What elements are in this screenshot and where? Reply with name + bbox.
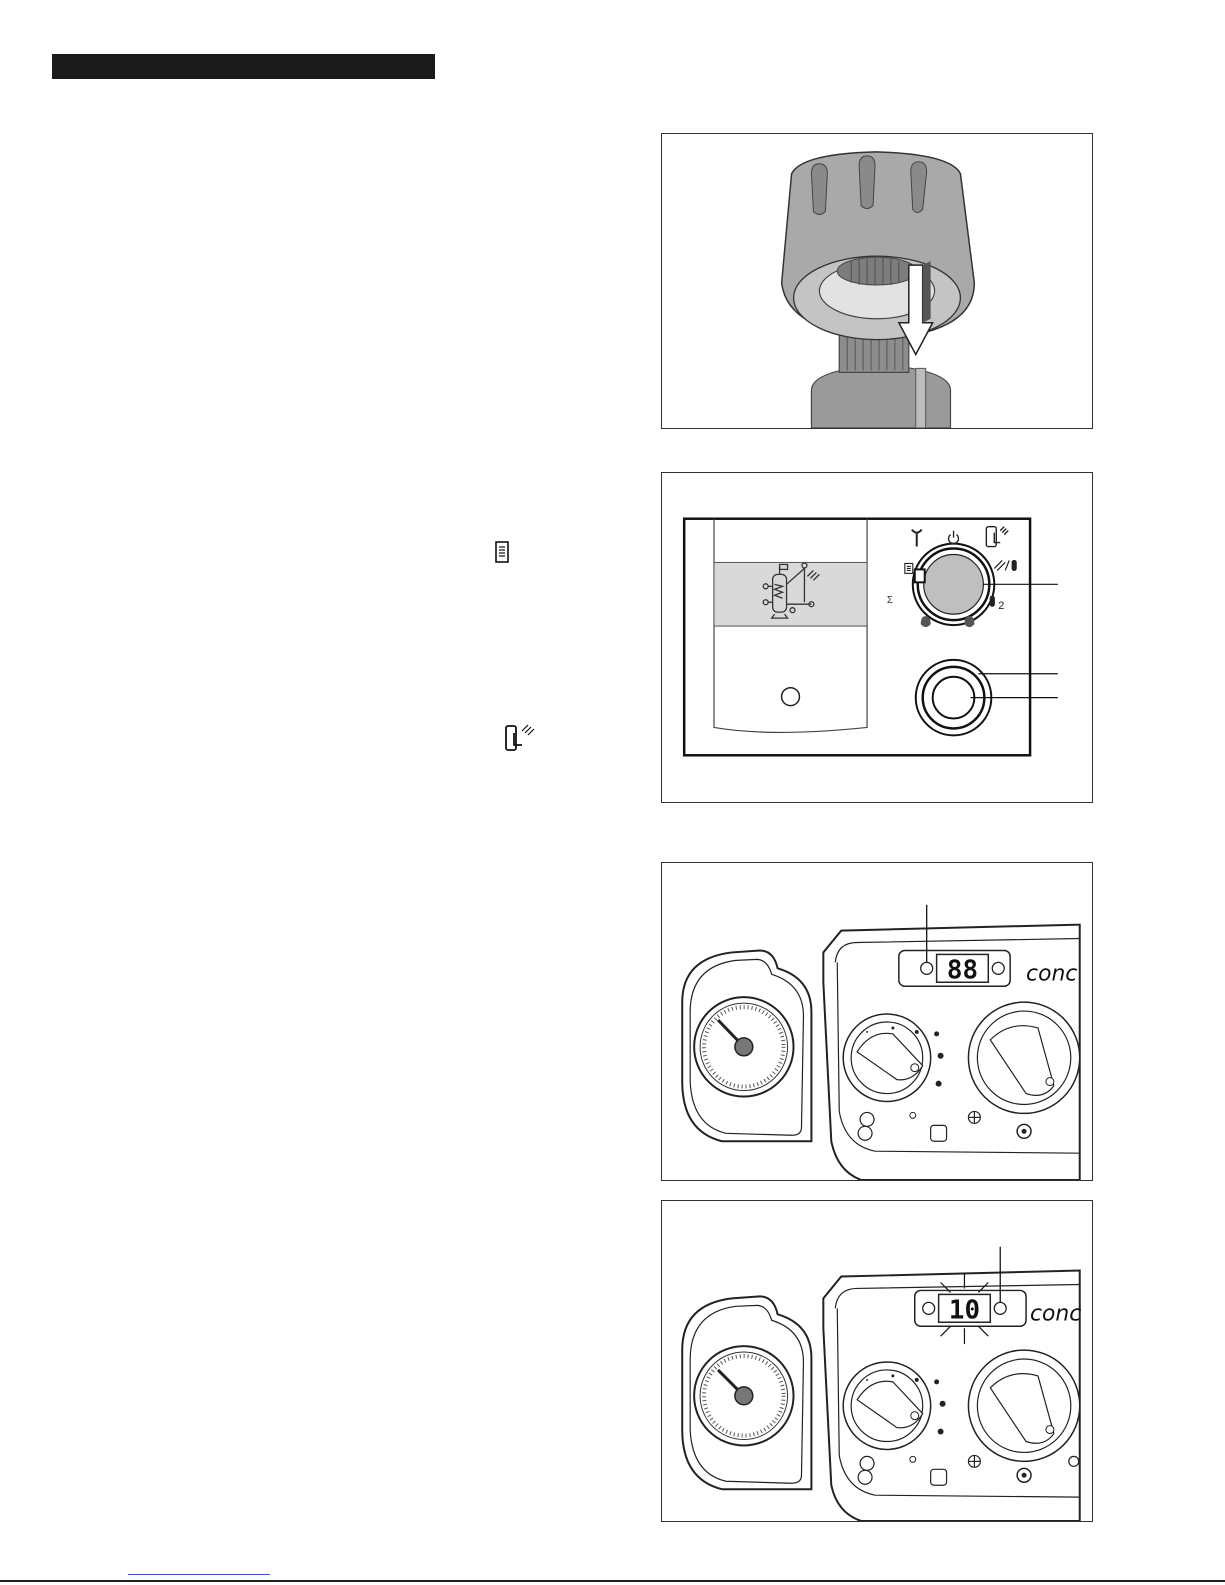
snowflake-icon <box>968 1111 980 1123</box>
display-readout: 88 <box>946 955 979 986</box>
pressure-gauge-icon <box>694 997 793 1096</box>
hot-water-tank-icon <box>502 723 538 753</box>
temperature-dial-icon <box>843 1362 930 1449</box>
section-header-bar <box>52 54 435 79</box>
display-readout: 10 <box>948 1295 981 1326</box>
power-icon <box>949 531 959 544</box>
snowflake-icon <box>968 1455 980 1467</box>
knob-removal-figure <box>661 133 1093 429</box>
pressure-gauge-icon <box>694 1346 793 1445</box>
heating-dial-icon <box>968 1350 1079 1461</box>
subscript-2: 2 <box>998 600 1005 613</box>
boiler-panel-illustration-2 <box>662 1201 1092 1521</box>
knob-illustration <box>662 134 1092 428</box>
wrench-icon <box>912 530 922 547</box>
temperature-dial-icon <box>843 1014 930 1101</box>
heating-dial-icon <box>968 1002 1079 1113</box>
list-icon <box>494 540 510 564</box>
footer-rule <box>0 1580 1225 1582</box>
brand-text: conc <box>1030 1301 1082 1327</box>
hot-water-tank-icon <box>986 527 1008 547</box>
footer-link-underline[interactable] <box>128 1574 270 1575</box>
boiler-display-figure-1 <box>661 862 1093 1181</box>
tap-icon <box>931 1469 947 1485</box>
selector-panel-figure <box>661 472 1093 803</box>
sigma-symbol: Σ <box>886 595 894 607</box>
list-icon <box>905 563 913 573</box>
boiler-display-figure-2 <box>661 1200 1093 1522</box>
boiler-panel-illustration-1 <box>662 863 1092 1180</box>
tap-icon <box>931 1125 947 1141</box>
control-panel-illustration <box>662 473 1092 802</box>
brand-text: conc <box>1026 961 1078 987</box>
